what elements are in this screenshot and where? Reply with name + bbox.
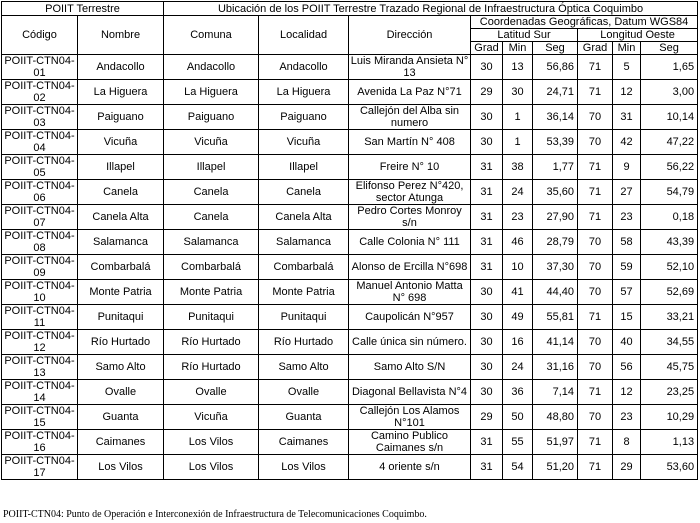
column-header-codigo: Código — [2, 16, 78, 55]
cell-comuna: Paiguano — [164, 105, 259, 130]
cell-lon-grad: 70 — [578, 405, 613, 430]
cell-lat-seg: 41,14 — [533, 330, 578, 355]
cell-lon-seg: 33,21 — [641, 305, 698, 330]
cell-localidad: Caimanes — [259, 430, 349, 455]
cell-nombre: Paiguano — [78, 105, 164, 130]
cell-lat-min: 30 — [503, 80, 533, 105]
cell-lon-seg: 1,65 — [641, 55, 698, 80]
cell-direccion: Samo Alto S/N — [349, 355, 471, 380]
cell-localidad: Canela Alta — [259, 205, 349, 230]
cell-lon-grad: 70 — [578, 280, 613, 305]
table-row — [2, 155, 698, 180]
cell-direccion: Callejón Los Alamos N°101 — [349, 405, 471, 430]
cell-comuna: Canela — [164, 205, 259, 230]
cell-comuna: Los Vilos — [164, 430, 259, 455]
table-row — [2, 330, 698, 355]
cell-lat-grad: 30 — [471, 105, 503, 130]
cell-direccion: Caupolicán N°957 — [349, 305, 471, 330]
cell-lon-seg: 52,69 — [641, 280, 698, 305]
cell-localidad: Paiguano — [259, 105, 349, 130]
document-page — [1, 1, 698, 520]
cell-nombre: Caimanes — [78, 430, 164, 455]
cell-lon-min: 58 — [613, 230, 641, 255]
cell-codigo: POIIT-CTN04-06 — [2, 180, 78, 205]
cell-lat-min: 49 — [503, 305, 533, 330]
cell-comuna: Punitaqui — [164, 305, 259, 330]
cell-nombre: Ovalle — [78, 380, 164, 405]
column-header-lon-grad: Grad — [578, 42, 613, 55]
cell-codigo: POIIT-CTN04-14 — [2, 380, 78, 405]
cell-comuna: Ovalle — [164, 380, 259, 405]
cell-lon-seg: 56,22 — [641, 155, 698, 180]
cell-lon-seg: 54,79 — [641, 180, 698, 205]
cell-lat-seg: 56,86 — [533, 55, 578, 80]
cell-codigo: POIIT-CTN04-16 — [2, 430, 78, 455]
cell-nombre: Canela Alta — [78, 205, 164, 230]
cell-nombre: Monte Patria — [78, 280, 164, 305]
cell-comuna: Vicuña — [164, 130, 259, 155]
cell-lat-min: 23 — [503, 205, 533, 230]
cell-lon-grad: 71 — [578, 205, 613, 230]
cell-nombre: Illapel — [78, 155, 164, 180]
cell-lat-seg: 37,30 — [533, 255, 578, 280]
cell-lon-grad: 70 — [578, 330, 613, 355]
cell-nombre: Samo Alto — [78, 355, 164, 380]
cell-localidad: Illapel — [259, 155, 349, 180]
cell-lon-min: 12 — [613, 380, 641, 405]
cell-direccion: Callejón del Alba sin numero — [349, 105, 471, 130]
cell-localidad: Samo Alto — [259, 355, 349, 380]
cell-lon-min: 23 — [613, 405, 641, 430]
cell-localidad: Vicuña — [259, 130, 349, 155]
cell-direccion: Manuel Antonio Matta N° 698 — [349, 280, 471, 305]
cell-codigo: POIIT-CTN04-15 — [2, 405, 78, 430]
cell-lon-min: 12 — [613, 80, 641, 105]
cell-nombre: La Higuera — [78, 80, 164, 105]
cell-lat-min: 54 — [503, 455, 533, 480]
cell-lat-seg: 53,39 — [533, 130, 578, 155]
cell-lon-grad: 70 — [578, 130, 613, 155]
cell-lat-min: 36 — [503, 380, 533, 405]
cell-lat-min: 50 — [503, 405, 533, 430]
cell-lat-grad: 30 — [471, 130, 503, 155]
cell-codigo: POIIT-CTN04-02 — [2, 80, 78, 105]
cell-lat-seg: 44,40 — [533, 280, 578, 305]
section-header-ubicacion: Ubicación de los POIIT Terrestre Trazado Regional de Infraestructura Óptica Coquimbo — [164, 2, 698, 16]
cell-lat-min: 55 — [503, 430, 533, 455]
column-header-lat-seg: Seg — [533, 42, 578, 55]
cell-localidad: Canela — [259, 180, 349, 205]
cell-codigo: POIIT-CTN04-12 — [2, 330, 78, 355]
cell-comuna: Los Vilos — [164, 455, 259, 480]
cell-lon-min: 56 — [613, 355, 641, 380]
cell-localidad: La Higuera — [259, 80, 349, 105]
cell-comuna: Combarbalá — [164, 255, 259, 280]
table-row — [2, 80, 698, 105]
cell-lat-grad: 31 — [471, 230, 503, 255]
cell-lat-min: 10 — [503, 255, 533, 280]
cell-nombre: Andacollo — [78, 55, 164, 80]
cell-lon-grad: 71 — [578, 55, 613, 80]
cell-nombre: Salamanca — [78, 230, 164, 255]
cell-codigo: POIIT-CTN04-01 — [2, 55, 78, 80]
cell-lon-grad: 71 — [578, 380, 613, 405]
cell-lon-seg: 3,00 — [641, 80, 698, 105]
cell-localidad: Combarbalá — [259, 255, 349, 280]
cell-lon-grad: 70 — [578, 355, 613, 380]
column-header-latitud: Latitud Sur — [471, 29, 578, 42]
cell-codigo: POIIT-CTN04-10 — [2, 280, 78, 305]
cell-direccion: Calle Colonia N° 111 — [349, 230, 471, 255]
cell-localidad: Ovalle — [259, 380, 349, 405]
table-row — [2, 55, 698, 80]
table-row — [2, 405, 698, 430]
column-header-lat-min: Min — [503, 42, 533, 55]
table-row — [2, 105, 698, 130]
cell-nombre: Punitaqui — [78, 305, 164, 330]
column-header-direccion: Dirección — [349, 16, 471, 55]
cell-lon-min: 23 — [613, 205, 641, 230]
cell-codigo: POIIT-CTN04-04 — [2, 130, 78, 155]
column-header-localidad: Localidad — [259, 16, 349, 55]
cell-lon-seg: 53,60 — [641, 455, 698, 480]
cell-lat-seg: 24,71 — [533, 80, 578, 105]
cell-lat-seg: 27,90 — [533, 205, 578, 230]
cell-codigo: POIIT-CTN04-13 — [2, 355, 78, 380]
cell-lat-seg: 48,80 — [533, 405, 578, 430]
cell-lon-grad: 70 — [578, 255, 613, 280]
cell-lon-grad: 71 — [578, 305, 613, 330]
cell-codigo: POIIT-CTN04-11 — [2, 305, 78, 330]
cell-lon-grad: 71 — [578, 180, 613, 205]
cell-lon-min: 40 — [613, 330, 641, 355]
column-header-longitud: Longitud Oeste — [578, 29, 698, 42]
cell-localidad: Salamanca — [259, 230, 349, 255]
cell-lon-min: 57 — [613, 280, 641, 305]
column-header-coordenadas: Coordenadas Geográficas, Datum WGS84 — [471, 16, 698, 29]
cell-lon-min: 42 — [613, 130, 641, 155]
cell-codigo: POIIT-CTN04-03 — [2, 105, 78, 130]
cell-direccion: Alonso de Ercilla N°698 — [349, 255, 471, 280]
cell-direccion: Diagonal Bellavista N°4 — [349, 380, 471, 405]
table-row — [2, 230, 698, 255]
table-row — [2, 430, 698, 455]
cell-lon-grad: 71 — [578, 430, 613, 455]
cell-lon-grad: 71 — [578, 155, 613, 180]
column-header-lat-grad: Grad — [471, 42, 503, 55]
cell-direccion: Camino Publico Caimanes s/n — [349, 430, 471, 455]
cell-lat-min: 24 — [503, 355, 533, 380]
cell-localidad: Andacollo — [259, 55, 349, 80]
table-row — [2, 255, 698, 280]
cell-comuna: Andacollo — [164, 55, 259, 80]
cell-codigo: POIIT-CTN04-08 — [2, 230, 78, 255]
cell-direccion: 4 oriente s/n — [349, 455, 471, 480]
cell-direccion: Elifonso Perez N°420, sector Atunga — [349, 180, 471, 205]
column-header-nombre: Nombre — [78, 16, 164, 55]
cell-nombre: Vicuña — [78, 130, 164, 155]
cell-lat-grad: 29 — [471, 405, 503, 430]
cell-lat-grad: 31 — [471, 455, 503, 480]
cell-lon-grad: 71 — [578, 455, 613, 480]
cell-lat-grad: 30 — [471, 380, 503, 405]
cell-lat-grad: 30 — [471, 355, 503, 380]
poiit-table — [1, 1, 698, 480]
cell-lon-min: 9 — [613, 155, 641, 180]
column-header-lon-min: Min — [613, 42, 641, 55]
cell-localidad: Guanta — [259, 405, 349, 430]
cell-lat-grad: 31 — [471, 180, 503, 205]
cell-codigo: POIIT-CTN04-17 — [2, 455, 78, 480]
cell-lon-min: 31 — [613, 105, 641, 130]
table-row — [2, 380, 698, 405]
cell-lat-grad: 30 — [471, 280, 503, 305]
cell-direccion: Freire N° 10 — [349, 155, 471, 180]
cell-codigo: POIIT-CTN04-09 — [2, 255, 78, 280]
cell-lat-seg: 35,60 — [533, 180, 578, 205]
cell-comuna: Río Hurtado — [164, 355, 259, 380]
cell-lat-seg: 7,14 — [533, 380, 578, 405]
cell-direccion: Calle única sin número. — [349, 330, 471, 355]
cell-nombre: Río Hurtado — [78, 330, 164, 355]
cell-comuna: Canela — [164, 180, 259, 205]
cell-lon-seg: 43,39 — [641, 230, 698, 255]
table-row — [2, 355, 698, 380]
cell-codigo: POIIT-CTN04-05 — [2, 155, 78, 180]
cell-lon-min: 15 — [613, 305, 641, 330]
table-row — [2, 130, 698, 155]
cell-lat-min: 24 — [503, 180, 533, 205]
cell-direccion: San Martín N° 408 — [349, 130, 471, 155]
cell-lat-min: 38 — [503, 155, 533, 180]
cell-lon-min: 59 — [613, 255, 641, 280]
cell-lat-grad: 31 — [471, 430, 503, 455]
cell-comuna: Salamanca — [164, 230, 259, 255]
cell-nombre: Combarbalá — [78, 255, 164, 280]
cell-lat-grad: 31 — [471, 255, 503, 280]
cell-localidad: Los Vilos — [259, 455, 349, 480]
cell-localidad: Río Hurtado — [259, 330, 349, 355]
cell-lat-seg: 28,79 — [533, 230, 578, 255]
footnote: POIIT-CTN04: Punto de Operación e Interconexión de Infraestructura de Telecomunicaciones Coquimbo. — [3, 509, 427, 520]
cell-lat-seg: 1,77 — [533, 155, 578, 180]
cell-localidad: Punitaqui — [259, 305, 349, 330]
cell-lon-grad: 70 — [578, 105, 613, 130]
table-row — [2, 180, 698, 205]
cell-lat-grad: 31 — [471, 155, 503, 180]
cell-lat-min: 1 — [503, 130, 533, 155]
cell-direccion: Luis Miranda Ansieta N° 13 — [349, 55, 471, 80]
cell-codigo: POIIT-CTN04-07 — [2, 205, 78, 230]
cell-lat-min: 41 — [503, 280, 533, 305]
cell-nombre: Los Vilos — [78, 455, 164, 480]
table-row — [2, 305, 698, 330]
cell-lon-seg: 47,22 — [641, 130, 698, 155]
cell-lat-min: 16 — [503, 330, 533, 355]
cell-lon-seg: 52,10 — [641, 255, 698, 280]
cell-lon-grad: 70 — [578, 230, 613, 255]
cell-nombre: Canela — [78, 180, 164, 205]
cell-lon-seg: 45,75 — [641, 355, 698, 380]
cell-lon-seg: 10,29 — [641, 405, 698, 430]
cell-direccion: Avenida La Paz N°71 — [349, 80, 471, 105]
cell-lat-grad: 29 — [471, 80, 503, 105]
cell-lon-seg: 10,14 — [641, 105, 698, 130]
cell-lat-min: 1 — [503, 105, 533, 130]
cell-lon-seg: 1,13 — [641, 430, 698, 455]
cell-lon-seg: 0,18 — [641, 205, 698, 230]
cell-comuna: Monte Patria — [164, 280, 259, 305]
cell-lat-grad: 31 — [471, 205, 503, 230]
cell-lon-grad: 71 — [578, 80, 613, 105]
cell-lon-min: 27 — [613, 180, 641, 205]
cell-lat-min: 13 — [503, 55, 533, 80]
cell-nombre: Guanta — [78, 405, 164, 430]
table-row — [2, 280, 698, 305]
cell-comuna: Illapel — [164, 155, 259, 180]
cell-direccion: Pedro Cortes Monroy s/n — [349, 205, 471, 230]
cell-comuna: Río Hurtado — [164, 330, 259, 355]
cell-lat-seg: 36,14 — [533, 105, 578, 130]
cell-lat-grad: 30 — [471, 330, 503, 355]
cell-lon-seg: 34,55 — [641, 330, 698, 355]
cell-lat-seg: 51,20 — [533, 455, 578, 480]
table-row — [2, 205, 698, 230]
column-header-comuna: Comuna — [164, 16, 259, 55]
cell-lat-seg: 31,16 — [533, 355, 578, 380]
cell-lat-grad: 30 — [471, 305, 503, 330]
cell-lat-grad: 30 — [471, 55, 503, 80]
cell-lat-seg: 51,97 — [533, 430, 578, 455]
cell-lon-min: 29 — [613, 455, 641, 480]
cell-lat-min: 46 — [503, 230, 533, 255]
cell-lon-min: 8 — [613, 430, 641, 455]
table-row — [2, 455, 698, 480]
table-body — [2, 55, 698, 480]
cell-localidad: Monte Patria — [259, 280, 349, 305]
cell-lon-seg: 23,25 — [641, 380, 698, 405]
column-header-lon-seg: Seg — [641, 42, 698, 55]
cell-comuna: La Higuera — [164, 80, 259, 105]
cell-comuna: Vicuña — [164, 405, 259, 430]
section-header-poiit: POIIT Terrestre — [2, 2, 164, 16]
cell-lon-min: 5 — [613, 55, 641, 80]
cell-lat-seg: 55,81 — [533, 305, 578, 330]
